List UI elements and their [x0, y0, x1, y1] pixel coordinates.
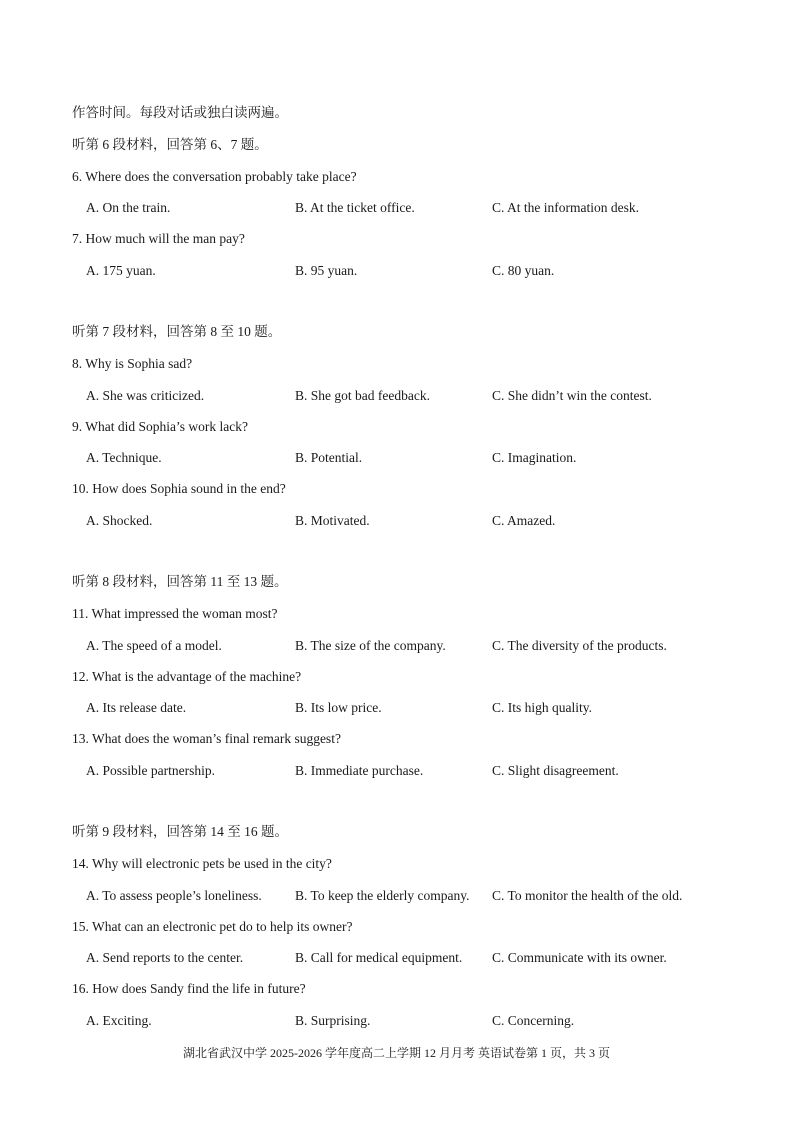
question-stem: 12. What is the advantage of the machine? [72, 669, 302, 684]
option-c: C. Amazed. [492, 513, 556, 528]
option-a: A. On the train. [86, 200, 171, 215]
question-stem: 14. Why will electronic pets be used in the city? [72, 856, 332, 871]
question-stem: 9. What did Sophia’s work lack? [72, 419, 248, 434]
page-footer: 湖北省武汉中学 2025-2026 学年度高二上学期 12 月月考 英语试卷第 1 页，共 3 页 [183, 1046, 610, 1060]
option-b: B. Call for medical equipment. [295, 950, 463, 965]
option-a: A. Send reports to the center. [86, 950, 244, 965]
option-b: B. Surprising. [295, 1013, 371, 1028]
option-b: B. The size of the company. [295, 638, 446, 653]
option-b: B. Its low price. [295, 700, 382, 715]
option-a: A. Its release date. [86, 700, 187, 715]
intro-line: 作答时间。每段对话或独白读两遍。 [72, 105, 288, 120]
option-a: A. Shocked. [86, 513, 153, 528]
section-heading: 听第 6 段材料，回答第 6、7 题。 [72, 137, 268, 152]
option-c: C. To monitor the health of the old. [492, 888, 683, 903]
option-a: A. She was criticized. [86, 388, 205, 403]
option-c: C. Slight disagreement. [492, 763, 619, 778]
option-a: A. Possible partnership. [86, 763, 215, 778]
section-heading: 听第 8 段材料，回答第 11 至 13 题。 [72, 574, 288, 589]
question-stem: 11. What impressed the woman most? [72, 606, 278, 621]
option-b: B. She got bad feedback. [295, 388, 430, 403]
question-stem: 10. How does Sophia sound in the end? [72, 481, 286, 496]
option-c: C. 80 yuan. [492, 263, 555, 278]
option-b: B. At the ticket office. [295, 200, 415, 215]
option-b: B. To keep the elderly company. [295, 888, 470, 903]
option-c: C. Concerning. [492, 1013, 575, 1028]
question-stem: 8. Why is Sophia sad? [72, 356, 193, 371]
section-heading: 听第 9 段材料，回答第 14 至 16 题。 [72, 824, 288, 839]
option-a: A. The speed of a model. [86, 638, 222, 653]
option-b: B. Immediate purchase. [295, 763, 424, 778]
question-stem: 7. How much will the man pay? [72, 231, 245, 246]
question-stem: 13. What does the woman’s final remark suggest? [72, 731, 341, 746]
option-a: A. Exciting. [86, 1013, 152, 1028]
question-stem: 15. What can an electronic pet do to help its owner? [72, 919, 353, 934]
question-stem: 6. Where does the conversation probably take place? [72, 169, 357, 184]
question-stem: 16. How does Sandy find the life in future? [72, 981, 306, 996]
option-c: C. She didn’t win the contest. [492, 388, 652, 403]
option-a: A. To assess people’s loneliness. [86, 888, 262, 903]
option-a: A. 175 yuan. [86, 263, 156, 278]
section-heading: 听第 7 段材料，回答第 8 至 10 题。 [72, 324, 282, 339]
option-c: C. Imagination. [492, 450, 577, 465]
option-a: A. Technique. [86, 450, 162, 465]
option-b: B. Potential. [295, 450, 363, 465]
option-c: C. At the information desk. [492, 200, 639, 215]
option-c: C. Communicate with its owner. [492, 950, 667, 965]
option-c: C. Its high quality. [492, 700, 592, 715]
option-b: B. 95 yuan. [295, 263, 358, 278]
option-c: C. The diversity of the products. [492, 638, 667, 653]
option-b: B. Motivated. [295, 513, 370, 528]
